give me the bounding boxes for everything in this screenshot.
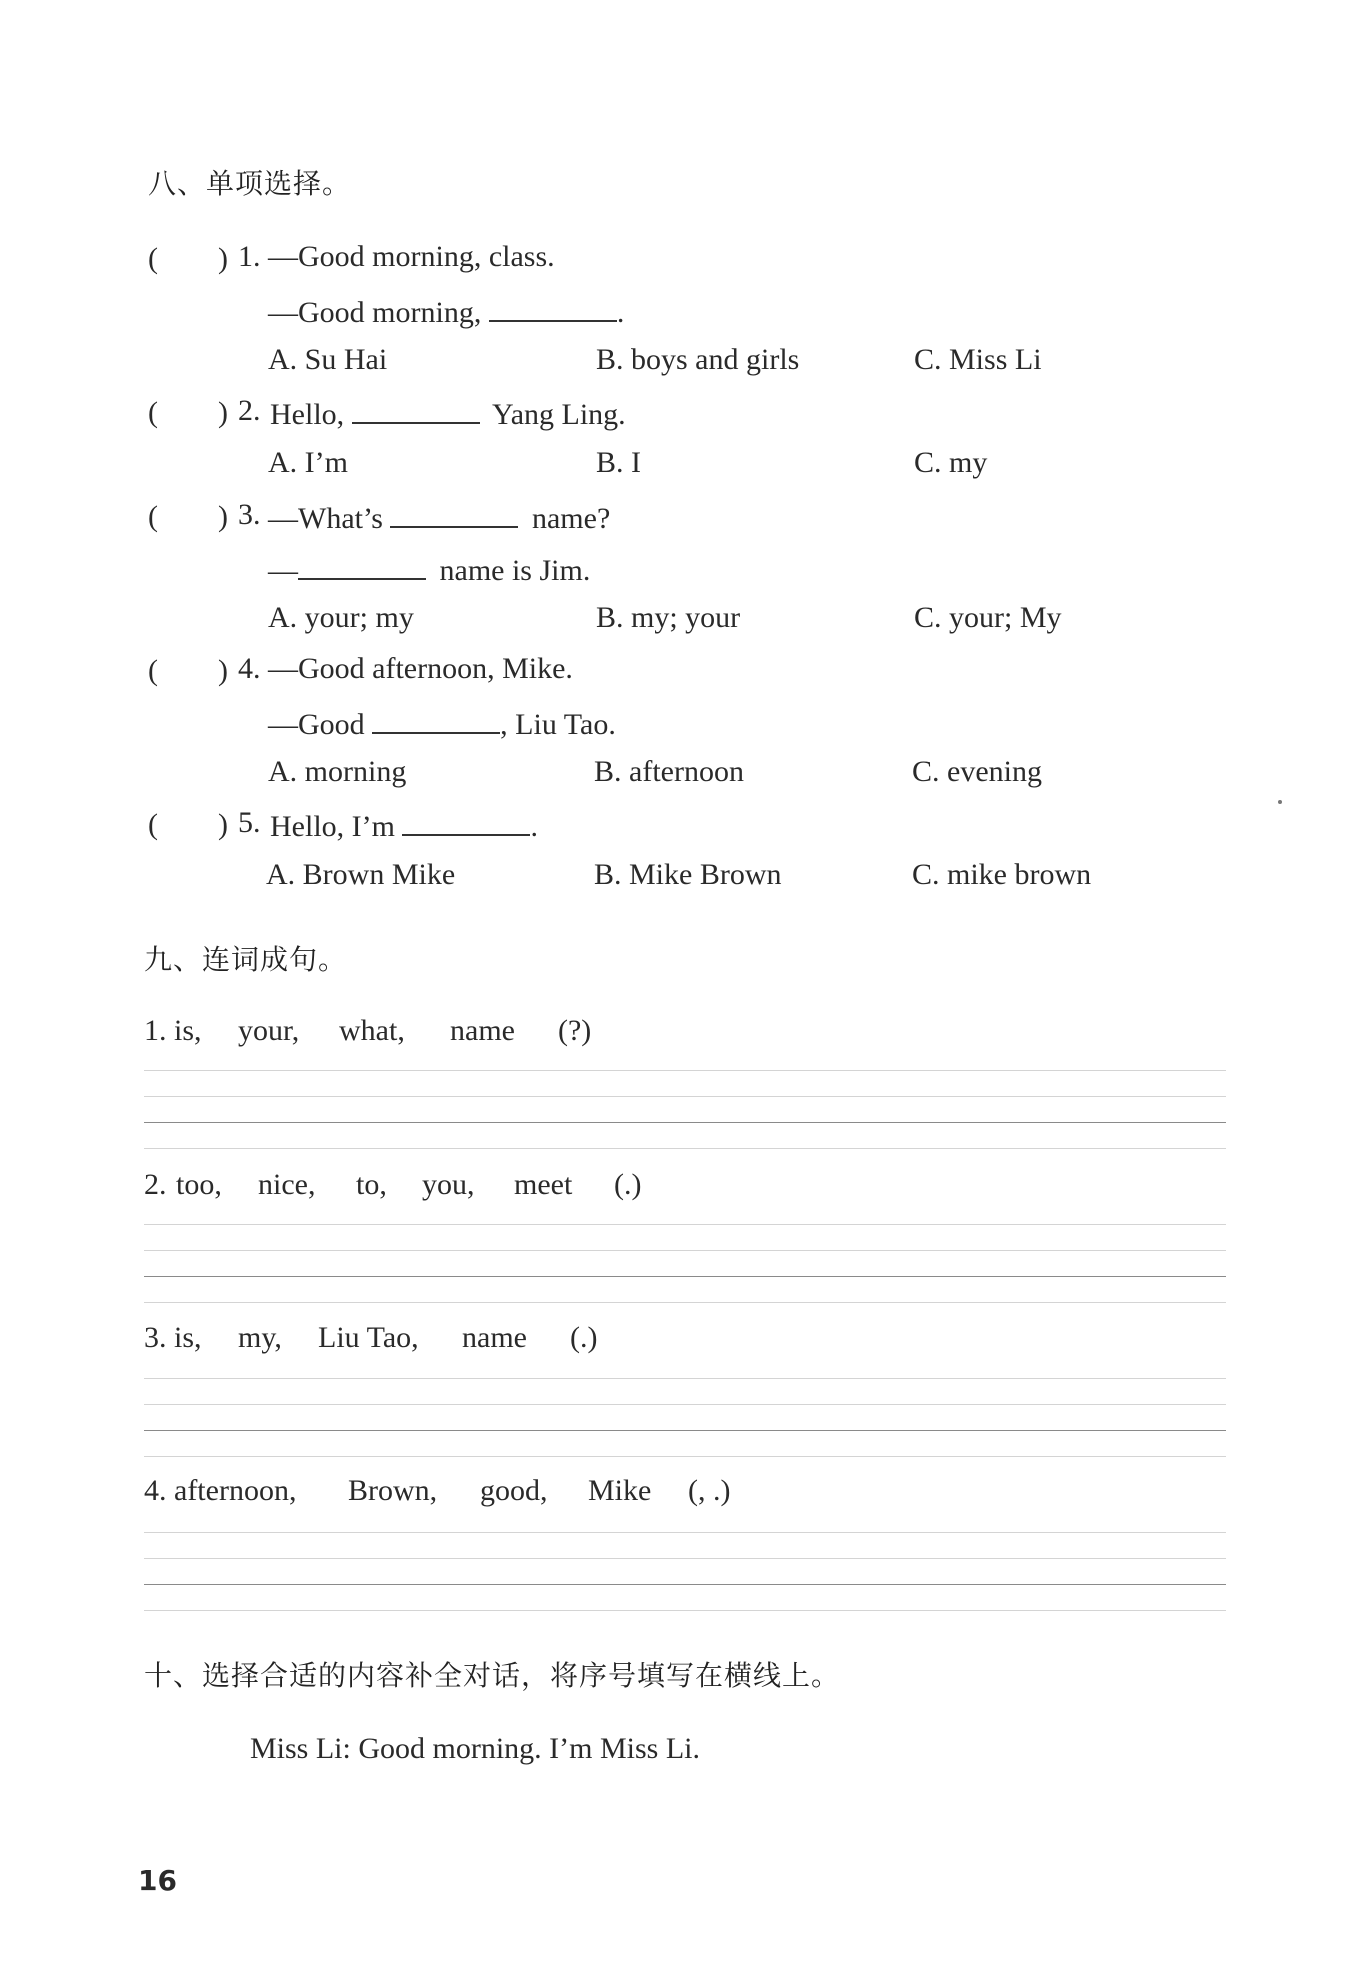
writing-line[interactable] [144,1096,1226,1097]
question-line: Hello, I’m . [270,810,538,843]
writing-line[interactable] [144,1070,1226,1071]
item-number: 3. [144,1321,167,1354]
option-c: C. evening [912,755,1042,788]
question-line: — name is Jim. [268,554,591,587]
writing-line[interactable] [144,1122,1226,1123]
option-a: A. I’m [268,446,348,479]
option-c: C. your; My [914,601,1062,634]
answer-paren-open: ( [148,654,158,687]
word: meet [514,1168,573,1201]
item-number: 1. [144,1014,167,1047]
punctuation-hint: (, .) [688,1474,731,1507]
question-number: 4. [238,652,261,685]
option-b: B. afternoon [594,755,744,788]
writing-line[interactable] [144,1378,1226,1379]
writing-line[interactable] [144,1584,1226,1585]
punctuation-hint: (.) [614,1168,642,1201]
writing-line[interactable] [144,1456,1226,1457]
answer-paren-close: ) [218,808,228,841]
dialogue-line: Miss Li: Good morning. I’m Miss Li. [250,1732,701,1765]
writing-line[interactable] [144,1250,1226,1251]
option-c: C. mike brown [912,858,1092,891]
writing-line[interactable] [144,1558,1226,1559]
question-line: —Good morning, class. [268,240,555,273]
question-number: 1. [238,240,261,273]
option-b: B. boys and girls [596,343,800,376]
word: too, [176,1168,222,1201]
writing-line[interactable] [144,1430,1226,1431]
question-line: —Good , Liu Tao. [268,708,616,741]
option-b: B. Mike Brown [594,858,782,891]
answer-blank[interactable] [352,396,480,424]
item-number: 2. [144,1168,167,1201]
word: name [450,1014,515,1047]
word: is, [174,1014,202,1047]
writing-line[interactable] [144,1148,1226,1149]
writing-line[interactable] [144,1302,1226,1303]
word: your, [238,1014,300,1047]
word: Mike [588,1474,652,1507]
speck-mark [1278,800,1282,804]
word: is, [174,1321,202,1354]
word: nice, [258,1168,316,1201]
word: Brown, [348,1474,438,1507]
option-a: A. Brown Mike [266,858,456,891]
answer-paren-close: ) [218,654,228,687]
section-9-heading: 九、连词成句。 [144,943,348,976]
section-8-heading: 八、单项选择。 [148,167,352,200]
word: what, [339,1014,405,1047]
question-line: Hello, Yang Ling. [270,398,626,431]
writing-line[interactable] [144,1224,1226,1225]
answer-blank[interactable] [402,808,530,836]
writing-line[interactable] [144,1532,1226,1533]
word: good, [480,1474,548,1507]
question-number: 2. [238,394,261,427]
answer-blank[interactable] [390,500,518,528]
answer-paren-close: ) [218,500,228,533]
answer-paren-close: ) [218,396,228,429]
word: Liu Tao, [318,1321,419,1354]
punctuation-hint: (?) [558,1014,592,1047]
answer-paren-open: ( [148,500,158,533]
word: name [462,1321,527,1354]
option-c: C. Miss Li [914,343,1042,376]
question-line: —Good morning, . [268,296,625,329]
answer-blank[interactable] [372,706,500,734]
option-a: A. Su Hai [268,343,388,376]
punctuation-hint: (.) [570,1321,598,1354]
answer-blank[interactable] [489,294,617,322]
word: you, [422,1168,475,1201]
question-line: —What’s name? [268,502,611,535]
word: my, [238,1321,282,1354]
writing-line[interactable] [144,1404,1226,1405]
item-number: 4. [144,1474,167,1507]
option-b: B. I [596,446,641,479]
answer-blank[interactable] [298,552,426,580]
question-number: 5. [238,806,261,839]
question-number: 3. [238,498,261,531]
answer-paren-open: ( [148,396,158,429]
section-10-heading: 十、选择合适的内容补全对话，将序号填写在横线上。 [144,1659,841,1692]
option-a: A. your; my [268,601,414,634]
option-c: C. my [914,446,988,479]
answer-paren-open: ( [148,808,158,841]
word: afternoon, [174,1474,297,1507]
answer-paren-close: ) [218,242,228,275]
page-number: 16 [138,1864,177,1897]
question-line: —Good afternoon, Mike. [268,652,573,685]
word: to, [356,1168,387,1201]
answer-paren-open: ( [148,242,158,275]
option-a: A. morning [268,755,407,788]
option-b: B. my; your [596,601,741,634]
writing-line[interactable] [144,1610,1226,1611]
writing-line[interactable] [144,1276,1226,1277]
